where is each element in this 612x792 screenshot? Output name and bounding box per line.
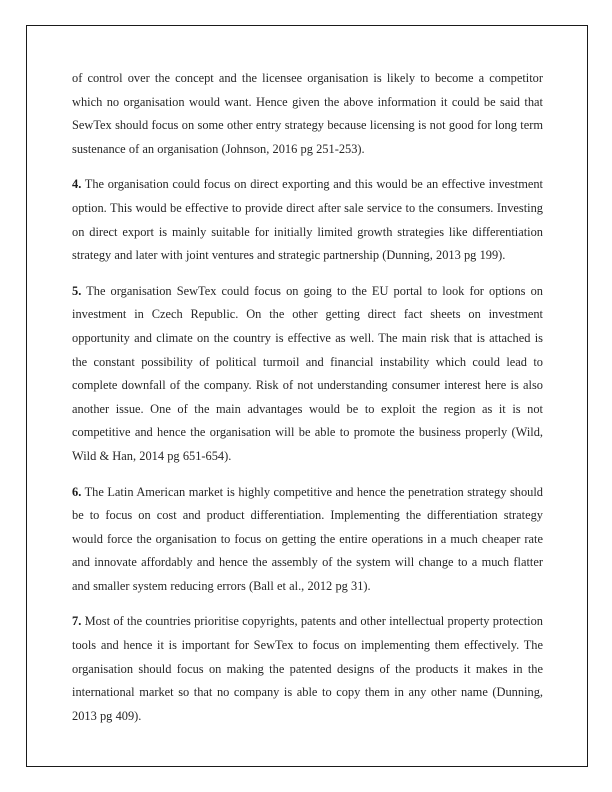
paragraph-item-5 (72, 280, 543, 469)
paragraph-item-6 (72, 481, 543, 599)
paragraph-number: 6. (72, 484, 82, 499)
paragraph-number: 4. (72, 177, 82, 192)
paragraph-continuation (72, 67, 543, 161)
paragraph-text: Most of the countries prioritise copyrights, patents and other intellectual property protection tools and hence it is important for SewTex to focus on implementing them effectively. The organisation should focus on making the patented designs of the products it makes in the international market so that no company is able to copy them in any other name (Dunning, 2013 pg 409). (72, 614, 543, 723)
paragraph-text: The organisation SewTex could focus on going to the EU portal to look for options on investment in Czech Republic. On the other getting direct fact sheets on investment opportunity and climate on the country is effective as well. The main risk that is attached is the constant possibility of political turmoil and financial instability which could lead to complete downfall of the company. Risk of not understanding consumer interest here is also another issue. One of the main advantages would be to exploit the region as it is not competitive and hence the organisation will be able to promote the business properly (Wild, Wild & Han, 2014 pg 651-654). (72, 283, 543, 463)
paragraph-text: of control over the concept and the licensee organisation is likely to become a competitor which no organisation would want. Hence given the above information it could be said that SewTex should focus on some other entry strategy because licensing is not good for long term sustenance of an organisation (Johnson, 2016 pg 251-253). (72, 71, 543, 156)
paragraph-text: The Latin American market is highly competitive and hence the penetration strategy should be to focus on cost and product differentiation. Implementing the differentiation strategy would force the organisation to focus on getting the entire operations in a much cheaper rate and innovate affordably and hence the assembly of the system will change to a much flatter and smaller system reducing errors (Ball et al., 2012 pg 31). (72, 484, 543, 593)
paragraph-number: 5. (72, 283, 82, 298)
document-text-body (72, 67, 543, 728)
paragraph-item-4 (72, 173, 543, 267)
page-border-frame (26, 25, 588, 767)
paragraph-item-7 (72, 610, 543, 728)
paragraph-number: 7. (72, 614, 82, 629)
paragraph-text: The organisation could focus on direct exporting and this would be an effective investment option. This would be effective to provide direct after sale service to the consumers. Investing on direct export is mainly suitable for initially limited growth strategies like differentiation strategy and later with joint ventures and strategic partnership (Dunning, 2013 pg 199). (72, 177, 543, 263)
